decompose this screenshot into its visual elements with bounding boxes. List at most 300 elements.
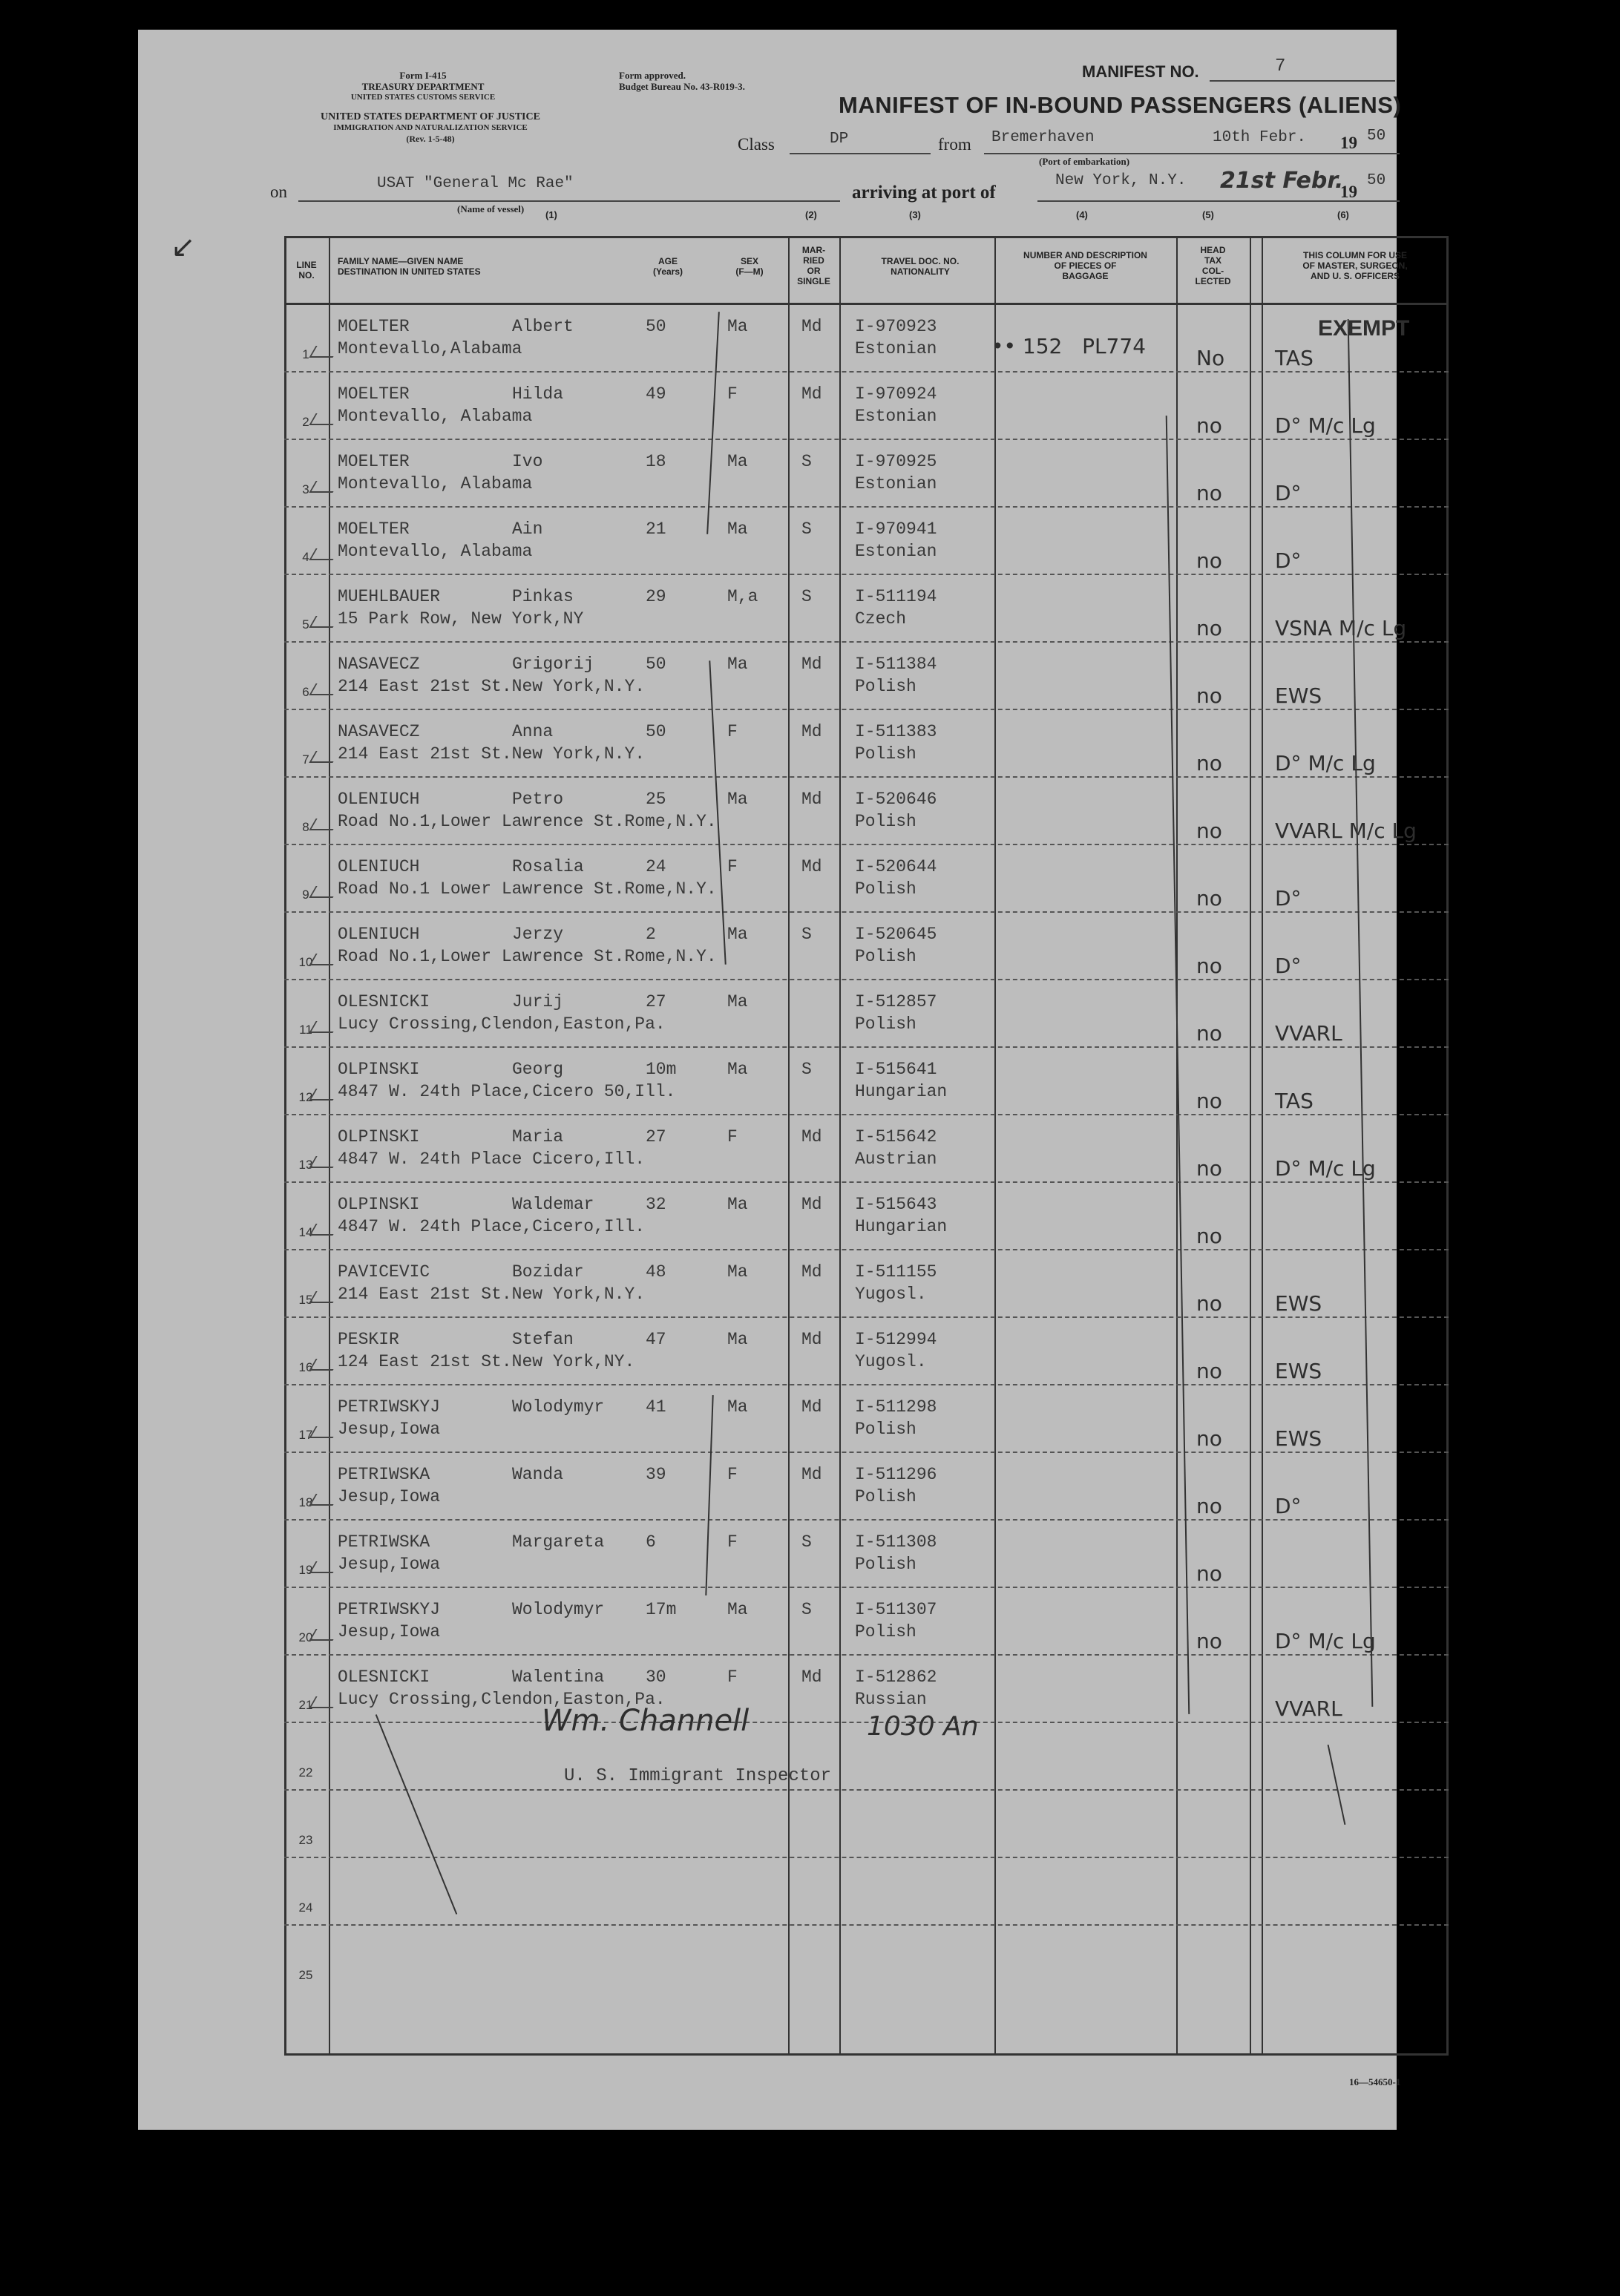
nationality: Polish [855,1555,916,1574]
destination: Road No.1,Lower Lawrence St.Rome,N.Y. [338,947,717,966]
name-family: PETRIWSKA [338,1465,430,1484]
arrival-port: New York, N.Y. [1055,172,1187,189]
name-family: OLENIUCH [338,790,420,809]
destination: Montevallo, Alabama [338,407,533,426]
head-tax: no [1196,413,1222,438]
name-given: Waldemar [512,1195,594,1214]
nationality: Polish [855,677,916,696]
sex: F [727,1532,738,1552]
name-given: Albert [512,317,574,336]
col-num-2: (2) [805,209,817,220]
age: 48 [646,1262,666,1282]
name-family: NASAVECZ [338,722,420,741]
signature-time: 1030 An [867,1711,979,1742]
table-row [0,507,1620,574]
line-number: 23 [298,1833,313,1847]
col-head-travel: TRAVEL DOC. NO. NATIONALITY [881,256,960,277]
name-given: Grigorij [512,655,594,674]
manifest-no: 7 [1275,56,1286,76]
nationality: Hungarian [855,1082,948,1101]
officer-note: D° [1275,954,1302,978]
nationality: Polish [855,1420,916,1439]
name-given: Ain [512,519,543,539]
head-tax: No [1196,346,1225,370]
exempt-stamp: EXEMPT [1318,316,1410,341]
line-number: 15 [298,1293,313,1307]
travel-doc: I-970925 [855,452,937,471]
head-tax: no [1196,548,1222,573]
table-row [0,1047,1620,1115]
form-number: Form I-415 [399,70,447,81]
destination: Road No.1 Lower Lawrence St.Rome,N.Y. [338,879,717,899]
name-family: PETRIWSKA [338,1532,430,1552]
age: 10m [646,1060,677,1079]
name-given: Wanda [512,1465,564,1484]
name-family: MOELTER [338,519,410,539]
travel-doc: I-520645 [855,925,937,944]
nationality: Estonian [855,339,937,358]
table-row [0,1520,1620,1587]
destination: Jesup,Iowa [338,1420,441,1439]
line-number: 1 [302,347,309,361]
marital-status: S [801,1600,812,1619]
officer-note: VVARL [1275,1696,1342,1721]
age: 18 [646,452,666,471]
embark-port: Bremerhaven [991,129,1095,146]
nationality: Estonian [855,474,937,493]
form-code: 16—54650-1 [1349,2076,1401,2087]
line-number: 22 [298,1765,313,1780]
nationality: Polish [855,1014,916,1034]
nationality: Polish [855,1487,916,1506]
officer-note: TAS [1275,1089,1314,1113]
travel-doc: I-970941 [855,519,937,539]
line-number: 21 [298,1698,313,1712]
class-line [790,153,931,154]
destination: Montevallo, Alabama [338,474,533,493]
sex: M,a [727,587,758,606]
sex: Ma [727,790,748,809]
travel-doc: I-511307 [855,1600,937,1619]
arrival-year: 50 [1367,172,1386,189]
destination: 214 East 21st St.New York,N.Y. [338,744,646,764]
marital-status: Md [801,655,822,674]
name-family: OLENIUCH [338,857,420,876]
sex: Ma [727,655,748,674]
head-tax: no [1196,1021,1222,1046]
table-row [0,709,1620,777]
destination: Jesup,Iowa [338,1555,441,1574]
sex: F [727,1667,738,1687]
table-row-empty [0,1790,1620,1857]
table-row [0,1655,1620,1722]
officer-note: VVARL M/c Lg [1275,819,1417,843]
table-row [0,439,1620,507]
travel-doc: I-970923 [855,317,937,336]
age: 17m [646,1600,677,1619]
marital-status: Md [801,1262,822,1282]
form-number-block [327,70,519,103]
table-row [0,1317,1620,1385]
marital-status: Md [801,1667,822,1687]
officer-note: EWS [1275,683,1322,708]
table-row [0,980,1620,1047]
name-given: Pinkas [512,587,574,606]
destination: 4847 W. 24th Place Cicero,Ill. [338,1149,646,1169]
form-approved: Form approved. [619,70,686,81]
line-number: 6 [302,685,309,699]
destination: 124 East 21st St.New York,NY. [338,1352,635,1371]
name-family: OLPINSKI [338,1195,420,1214]
name-family: MOELTER [338,452,410,471]
officer-note: D° [1275,548,1302,573]
sex: F [727,1465,738,1484]
line-number: 13 [298,1158,313,1172]
table-row-empty [0,1925,1620,1992]
destination: Montevallo, Alabama [338,542,533,561]
head-tax: no [1196,886,1222,911]
sex: Ma [727,519,748,539]
marital-status: S [801,452,812,471]
line-number: 19 [298,1563,313,1577]
line-number: 8 [302,820,309,834]
manifest-no-line [1210,80,1395,82]
name-family: PETRIWSKYJ [338,1397,441,1417]
name-given: Margareta [512,1532,605,1552]
doj-title: UNITED STATES DEPARTMENT OF JUSTICE [321,111,540,122]
approval-block [619,70,812,92]
manifest-no-label: MANIFEST NO. [1082,62,1199,81]
officer-note: D° M/c Lg [1275,413,1376,438]
travel-doc: I-515643 [855,1195,937,1214]
col-head-sex: SEX (F—M) [735,256,764,277]
line-number: 3 [302,482,309,496]
nationality: Hungarian [855,1217,948,1236]
officer-note: VSNA M/c Lg [1275,616,1407,640]
marital-status: Md [801,1195,822,1214]
name-family: OLPINSKI [338,1127,420,1147]
age: 50 [646,317,666,336]
line-number: 5 [302,617,309,632]
head-tax: no [1196,751,1222,775]
line-number: 17 [298,1428,313,1442]
sex: Ma [727,992,748,1011]
sex: F [727,722,738,741]
head-tax: no [1196,1359,1222,1383]
age: 32 [646,1195,666,1214]
age: 30 [646,1667,666,1687]
officer-note: D° [1275,886,1302,911]
name-given: Stefan [512,1330,574,1349]
name-family: NASAVECZ [338,655,420,674]
sex: Ma [727,1262,748,1282]
destination: Jesup,Iowa [338,1622,441,1641]
officer-note: D° [1275,1494,1302,1518]
marital-status: Md [801,384,822,404]
nationality: Czech [855,609,907,629]
travel-doc: I-520644 [855,857,937,876]
name-given: Ivo [512,452,543,471]
name-given: Wolodymyr [512,1600,605,1619]
travel-doc: I-511298 [855,1397,937,1417]
line-number: 24 [298,1900,313,1915]
line-number: 12 [298,1090,313,1104]
sex: Ma [727,925,748,944]
officer-note: D° M/c Lg [1275,1156,1376,1181]
destination: Lucy Crossing,Clendon,Easton,Pa. [338,1014,666,1034]
sex: Ma [727,1060,748,1079]
travel-doc: I-511194 [855,587,937,606]
head-tax: no [1196,1224,1222,1248]
travel-doc: I-511155 [855,1262,937,1282]
head-tax: no [1196,1629,1222,1653]
travel-doc: I-512994 [855,1330,937,1349]
officer-note: EWS [1275,1291,1322,1316]
travel-doc: I-511383 [855,722,937,741]
line-number: 10 [298,955,313,969]
marital-status: Md [801,722,822,741]
age: 25 [646,790,666,809]
age: 50 [646,655,666,674]
name-given: Maria [512,1127,564,1147]
destination: 214 East 21st St.New York,N.Y. [338,677,646,696]
destination: Road No.1,Lower Lawrence St.Rome,N.Y. [338,812,717,831]
name-given: Wolodymyr [512,1397,605,1417]
revision: (Rev. 1-5-48) [406,134,455,144]
table-row [0,1385,1620,1452]
sex: Ma [727,452,748,471]
head-tax: no [1196,819,1222,843]
table-row [0,574,1620,642]
age: 47 [646,1330,666,1349]
name-given: Anna [512,722,554,741]
treasury-dept: TREASURY DEPARTMENT [361,81,485,92]
name-family: PAVICEVIC [338,1262,430,1282]
table-row [0,372,1620,439]
age: 27 [646,992,666,1011]
officer-note: D° [1275,481,1302,505]
officer-note: D° M/c Lg [1275,751,1376,775]
age: 24 [646,857,666,876]
destination: Lucy Crossing,Clendon,Easton,Pa. [338,1690,666,1709]
nationality: Yugosl. [855,1352,927,1371]
line-number: 18 [298,1495,313,1509]
line-number: 14 [298,1225,313,1239]
embark-caption: (Port of embarkation) [1039,156,1130,167]
line-number: 7 [302,752,309,767]
travel-doc: I-515641 [855,1060,937,1079]
travel-doc: I-520646 [855,790,937,809]
officer-note: D° M/c Lg [1275,1629,1376,1653]
table-row [0,1250,1620,1317]
line-number: 16 [298,1360,313,1374]
col-num-5: (5) [1202,209,1214,220]
class-value: DP [830,131,849,148]
sex: Ma [727,1330,748,1349]
arrival-year-prefix: 19 [1340,183,1357,201]
destination: 214 East 21st St.New York,N.Y. [338,1285,646,1304]
name-family: OLESNICKI [338,1667,430,1687]
travel-doc: I-511308 [855,1532,937,1552]
destination: 4847 W. 24th Place,Cicero,Ill. [338,1217,646,1236]
table-row [0,777,1620,844]
arriving-label: arriving at port of [852,183,996,203]
travel-doc: I-970924 [855,384,937,404]
line-number: 9 [302,888,309,902]
head-tax: no [1196,1494,1222,1518]
sex: Ma [727,1600,748,1619]
head-tax: no [1196,1291,1222,1316]
marital-status: Md [801,317,822,336]
head-tax: no [1196,1561,1222,1586]
line-number: 20 [298,1630,313,1644]
marital-status: S [801,925,812,944]
marital-status: Md [801,1397,822,1417]
name-family: MUEHLBAUER [338,587,441,606]
head-tax: no [1196,1156,1222,1181]
line-number: 25 [298,1968,313,1982]
line-number: 4 [302,550,309,564]
col-head-line: LINE NO. [296,260,317,281]
age: 39 [646,1465,666,1484]
head-tax: no [1196,1426,1222,1451]
travel-doc: I-511384 [855,655,937,674]
baggage: •• 152 PL774 [991,334,1147,358]
nationality: Polish [855,744,916,764]
age: 50 [646,722,666,741]
vessel-name: USAT "General Mc Rae" [377,175,574,192]
age: 27 [646,1127,666,1147]
name-given: Petro [512,790,564,809]
name-family: OLENIUCH [338,925,420,944]
vessel-line [298,200,840,202]
destination: 4847 W. 24th Place,Cicero 50,Ill. [338,1082,676,1101]
sex: Ma [727,1397,748,1417]
name-family: MOELTER [338,317,410,336]
head-tax: no [1196,683,1222,708]
marital-status: S [801,587,812,606]
name-given: Rosalia [512,857,584,876]
doj-block [267,111,594,145]
marital-status: S [801,1060,812,1079]
marital-status: Md [801,1465,822,1484]
from-label: from [938,135,971,154]
nationality: Polish [855,812,916,831]
travel-doc: I-512862 [855,1667,937,1687]
col-num-3: (3) [909,209,921,220]
line-number: 11 [299,1023,312,1037]
table-row [0,1587,1620,1655]
name-given: Hilda [512,384,564,404]
marital-status: S [801,1532,812,1552]
customs-service: UNITED STATES CUSTOMS SERVICE [350,93,496,102]
inspector-title: U. S. Immigrant Inspector [564,1766,832,1786]
marital-status: S [801,519,812,539]
depart-year: 50 [1367,128,1386,145]
table-row [0,1452,1620,1520]
arrival-date: 21st Febr. [1220,168,1344,194]
age: 41 [646,1397,666,1417]
destination: Montevallo,Alabama [338,339,522,358]
table-row [0,912,1620,980]
ins-title: IMMIGRATION AND NATURALIZATION SERVICE [333,123,528,132]
budget-bureau: Budget Bureau No. 43-R019-3. [619,81,745,92]
name-family: OLPINSKI [338,1060,420,1079]
sex: Ma [727,1195,748,1214]
table-row-empty [0,1857,1620,1925]
name-given: Jerzy [512,925,564,944]
line-number: 2 [302,415,309,429]
travel-doc: I-515642 [855,1127,937,1147]
marital-status: Md [801,790,822,809]
col-head-baggage: NUMBER AND DESCRIPTION OF PIECES OF BAGGAGE [1023,250,1147,281]
col-num-4: (4) [1076,209,1088,220]
head-tax: no [1196,616,1222,640]
head-tax: no [1196,481,1222,505]
officer-note: EWS [1275,1426,1322,1451]
nationality: Estonian [855,542,937,561]
table-row [0,844,1620,912]
col-head-married: MAR- RIED OR SINGLE [797,245,830,286]
from-line [984,153,1400,154]
col-head-officers: THIS COLUMN FOR USE OF MASTER, SURGEON, AND U. S. OFFICERS [1302,250,1408,281]
age: 2 [646,925,656,944]
nationality: Polish [855,1622,916,1641]
name-given: Walentina [512,1667,605,1687]
nationality: Estonian [855,407,937,426]
marital-status: Md [801,1330,822,1349]
depart-year-prefix: 19 [1340,134,1357,152]
sex: F [727,384,738,404]
head-tax: no [1196,1089,1222,1113]
depart-date: 10th Febr. [1213,129,1307,146]
page-title: MANIFEST OF IN-BOUND PASSENGERS (ALIENS) [839,92,1402,118]
name-family: PESKIR [338,1330,399,1349]
col-head-name: FAMILY NAME—GIVEN NAME DESTINATION IN UNITED STATES [338,256,481,277]
col-num-6: (6) [1337,209,1349,220]
destination: Jesup,Iowa [338,1487,441,1506]
name-family: PETRIWSKYJ [338,1600,441,1619]
class-label: Class [738,135,775,154]
table-row [0,1115,1620,1182]
col-num-1: (1) [545,209,557,220]
marital-status: Md [801,1127,822,1147]
travel-doc: I-511296 [855,1465,937,1484]
officer-note: TAS [1275,346,1314,370]
name-given: Georg [512,1060,564,1079]
sex: Ma [727,317,748,336]
age: 21 [646,519,666,539]
sex: F [727,1127,738,1147]
inspector-signature: Wm. Channell [542,1704,750,1738]
name-given: Jurij [512,992,564,1011]
vessel-caption: (Name of vessel) [457,203,525,214]
name-given: Bozidar [512,1262,584,1282]
age: 29 [646,587,666,606]
officer-note: VVARL [1275,1021,1342,1046]
marital-status: Md [801,857,822,876]
nationality: Austrian [855,1149,937,1169]
age: 49 [646,384,666,404]
officer-note: EWS [1275,1359,1322,1383]
nationality: Yugosl. [855,1285,927,1304]
name-family: MOELTER [338,384,410,404]
nationality: Polish [855,947,916,966]
table-row [0,642,1620,709]
col-head-age: AGE (Years) [652,256,683,277]
head-tax: no [1196,954,1222,978]
age: 6 [646,1532,656,1552]
